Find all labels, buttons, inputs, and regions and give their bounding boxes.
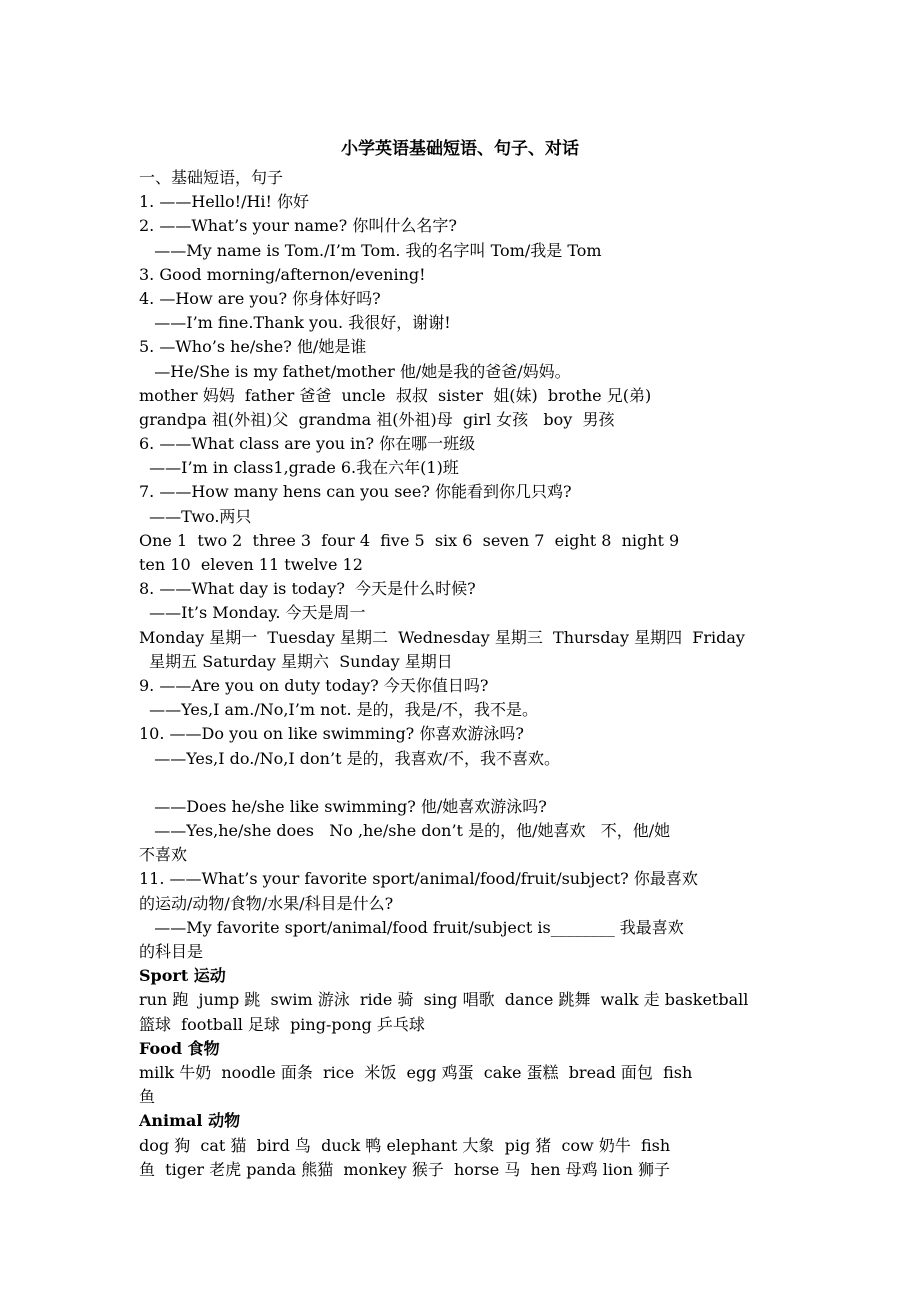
dialogue-line: 2. ——What’s your name? 你叫什么名字? [139,216,457,236]
dialogue-line: ——Yes,I am./No,I’m not. 是的，我是/不，我不是。 [139,700,539,720]
dialogue-line: ——Two.两只 [139,506,252,526]
section-heading: 一、基础短语，句子 [139,168,284,187]
dialogue-line: 4. —How are you? 你身体好吗? [139,288,381,308]
dialogue-line: 1. ——Hello!/Hi! 你好 [139,192,310,212]
category-heading-animal: Animal 动物 [139,1111,241,1131]
vocabulary-line: ten 10 eleven 11 twelve 12 [139,555,363,574]
dialogue-line: 的运动/动物/食物/水果/科目是什么? [139,893,394,913]
dialogue-line: 8. ——What day is today? 今天是什么时候? [139,579,476,599]
vocabulary-line: run 跑 jump 跳 swim 游泳 ride 骑 sing 唱歌 dance 跳舞 walk 走 basketball [139,990,749,1010]
category-heading-food: Food 食物 [139,1038,220,1058]
dialogue-line: ——Yes,I do./No,I don’t 是的，我喜欢/不，我不喜欢。 [139,748,560,768]
vocabulary-line: One 1 two 2 three 3 four 4 five 5 six 6 seven 7 eight 8 night 9 [139,530,680,550]
dialogue-line: ——Yes,he/she does No ,he/she don’t 是的，他/她喜欢 不，他/她 [139,821,671,841]
vocabulary-line: dog 狗 cat 猫 bird 鸟 duck 鸭 elephant 大象 pig 猪 cow 奶牛 fish [139,1135,671,1155]
vocabulary-line: 鱼 [139,1087,156,1107]
dialogue-line: 9. ——Are you on duty today? 今天你值日吗? [139,675,489,695]
dialogue-line: ——My favorite sport/animal/food fruit/subject is________ 我最喜欢 [139,917,684,937]
dialogue-line: ——It’s Monday. 今天是周一 [139,603,366,623]
dialogue-line: 11. ——What’s your favorite sport/animal/food/fruit/subject? 你最喜欢 [139,869,698,889]
vocabulary-line: mother 妈妈 father 爸爸 uncle 叔叔 sister 姐(妹) brothe 兄(弟) [139,385,652,405]
dialogue-line: 3. Good morning/afternon/evening! [139,264,426,284]
vocabulary-line: 星期五 Saturday 星期六 Sunday 星期日 [139,651,453,671]
vocabulary-line: grandpa 祖(外祖)父 grandma 祖(外祖)母 girl 女孩 boy 男孩 [139,409,615,429]
page-title: 小学英语基础短语、句子、对话 [341,139,579,159]
dialogue-line: ——I’m in class1,grade 6.我在六年(1)班 [139,458,459,478]
vocabulary-line: milk 牛奶 noodle 面条 rice 米饭 egg 鸡蛋 cake 蛋糕 bread 面包 fish [139,1062,693,1082]
category-heading-sport: Sport 运动 [139,966,226,986]
vocabulary-line: 鱼 tiger 老虎 panda 熊猫 monkey 猴子 horse 马 hen 母鸡 lion 狮子 [139,1159,670,1179]
dialogue-line: 的科目是 [139,942,204,961]
dialogue-line: ——My name is Tom./I’m Tom. 我的名字叫 Tom/我是 Tom [139,240,602,260]
dialogue-line: 5. —Who’s he/she? 他/她是谁 [139,337,367,357]
dialogue-line: 7. ——How many hens can you see? 你能看到你几只鸡? [139,482,572,502]
blank-line [139,771,879,795]
dialogue-line: 6. ——What class are you in? 你在哪一班级 [139,434,476,454]
dialogue-line: 不喜欢 [139,845,188,865]
vocabulary-line: 篮球 football 足球 ping-pong 乒乓球 [139,1014,425,1034]
dialogue-line: —He/She is my fathet/mother 他/她是我的爸爸/妈妈。 [139,361,571,381]
document-body [139,166,879,1182]
dialogue-line: 10. ——Do you on like swimming? 你喜欢游泳吗? [139,724,524,744]
vocabulary-line: Monday 星期一 Tuesday 星期二 Wednesday 星期三 Thursday 星期四 Friday [139,627,745,647]
dialogue-line: ——I’m fine.Thank you. 我很好，谢谢! [139,313,451,333]
dialogue-line: ——Does he/she like swimming? 他/她喜欢游泳吗? [139,796,547,816]
